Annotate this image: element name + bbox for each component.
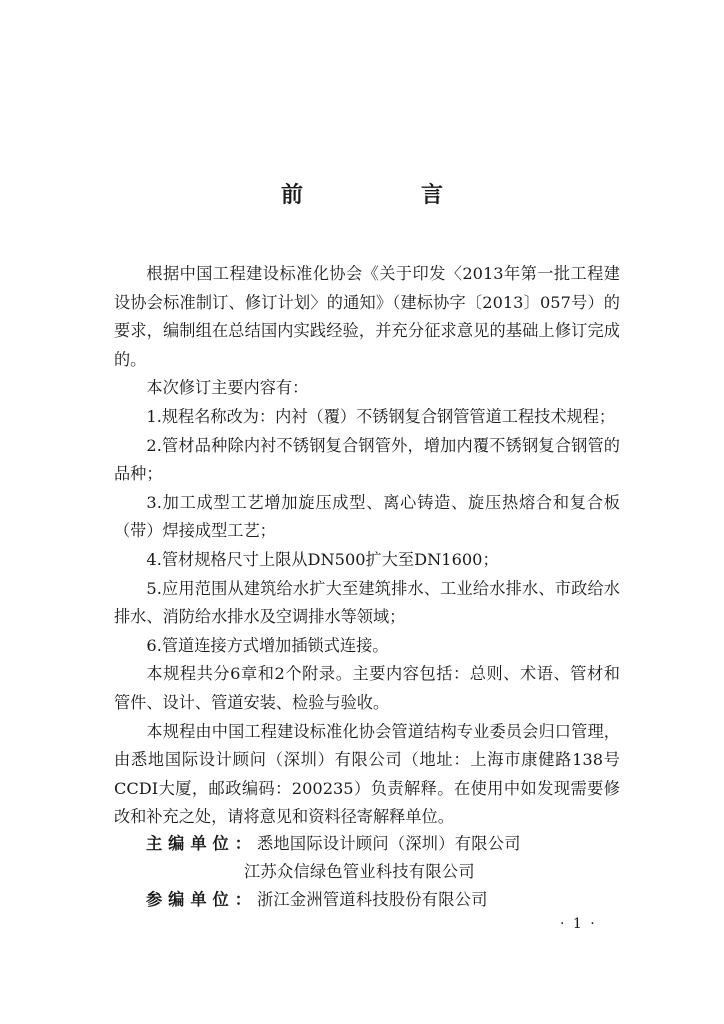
paragraph-management: 本规程由中国工程建设标准化协会管道结构专业委员会归口管理，由悉地国际设计顾问（深圳）有限公司（地址：上海市康健路138号CCDI大厦，邮政编码：200235）负责解释。在使用中如发现需要修改和补充之处，请将意见和资料径寄解释单位。	[114, 721, 620, 827]
chief-editor-unit-2: 江苏众信绿色管业科技有限公司	[244, 862, 475, 881]
list-item-revision-6: 6.管道连接方式增加插锁式连接。	[146, 635, 389, 655]
list-item-revision-1: 1.规程名称改为：内衬（覆）不锈钢复合钢管管道工程技术规程；	[146, 406, 616, 426]
list-item-revision-5: 5.应用范围从建筑给水扩大至建筑排水、工业给水排水、市政给水排水、消防给水排水及空调排水等领域；	[114, 578, 620, 627]
page-number: · 1 ·	[560, 916, 597, 932]
page-title: 前 言	[280, 183, 491, 208]
list-item-revision-4: 4.管材规格尺寸上限从DN500扩大至DN1600；	[146, 549, 499, 569]
paragraph-revision-intro: 本次修订主要内容有：	[146, 378, 309, 398]
paragraph-basis: 根据中国工程建设标准化协会《关于印发〈2013年第一批工程建设协会标准制订、修订计划〉的通知》（建标协字〔2013〕057号）的要求，编制组在总结国内实践经验，并充分征求意见的基础上修订完成的。	[114, 264, 620, 369]
chief-editor-unit-1: 悉地国际设计顾问（深圳）有限公司	[256, 834, 521, 853]
chief-editor-row	[146, 830, 521, 859]
list-item-revision-2: 2.管材品种除内衬不锈钢复合钢管外，增加内覆不锈钢复合钢管的品种；	[114, 435, 620, 484]
participating-editor-row	[146, 886, 488, 915]
participating-editor-label: 参编单位：	[146, 890, 257, 909]
preface-body	[114, 260, 620, 832]
paragraph-structure: 本规程共分6章和2个附录。主要内容包括：总则、术语、管材和管件、设计、管道安装、检验与验收。	[114, 664, 620, 712]
list-item-revision-3: 3.加工成型工艺增加旋压成型、离心铸造、旋压热熔合和复合板（带）焊接成型工艺；	[114, 492, 620, 541]
participating-editor-unit-1: 浙江金洲管道科技股份有限公司	[256, 890, 488, 909]
chief-editor-label: 主编单位：	[146, 834, 257, 853]
